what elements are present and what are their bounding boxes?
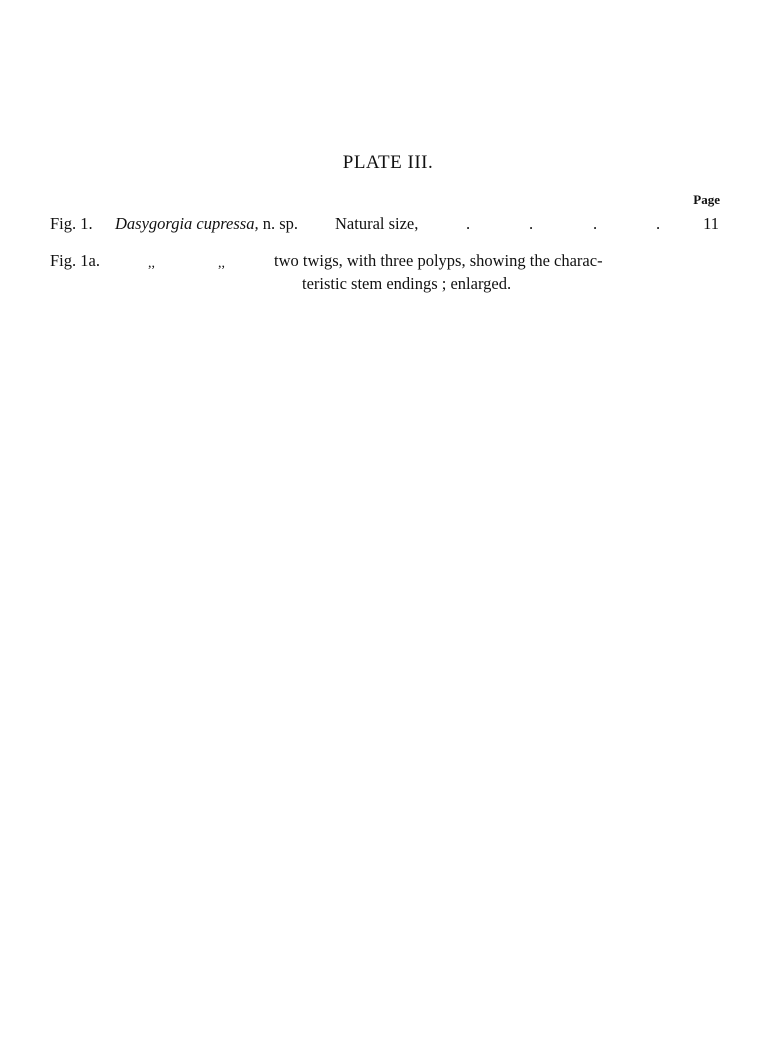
- figure-description-2-line-1: two twigs, with three polyps, showing the charac-: [274, 251, 603, 270]
- ditto-mark-2: ,,: [218, 256, 225, 271]
- leader-dot: .: [656, 214, 661, 233]
- leader-dot: .: [529, 214, 534, 233]
- leader-dot: .: [466, 214, 471, 233]
- species-name-1: [115, 212, 298, 236]
- figure-description-1: Natural size,: [335, 214, 419, 233]
- ditto-mark-1: ,,: [148, 256, 155, 271]
- leader-dot: .: [593, 214, 598, 233]
- page-column-header: Page: [693, 192, 720, 207]
- figure-description-2-line-2: teristic stem endings ; enlarged.: [302, 274, 512, 293]
- species-rest-1: n. sp.: [258, 214, 299, 233]
- page-number-1: 11: [703, 214, 719, 233]
- figure-label-1: Fig. 1.: [50, 214, 93, 233]
- plate-title: PLATE III.: [342, 152, 434, 173]
- species-italic-1: Dasygorgia cupressa,: [115, 214, 259, 233]
- figure-label-2: Fig. 1a.: [50, 251, 100, 270]
